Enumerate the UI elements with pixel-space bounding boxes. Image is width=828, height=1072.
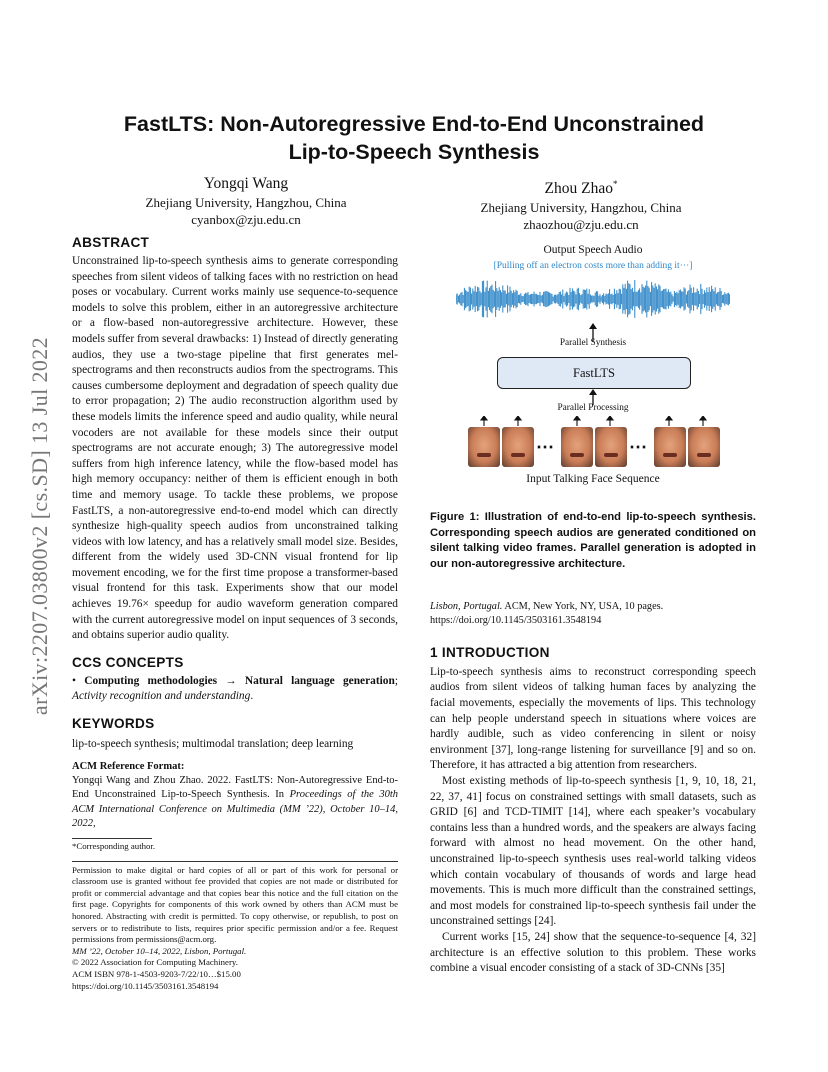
face-frame	[688, 427, 720, 467]
footnote: *Corresponding author.	[72, 841, 156, 852]
acm-ref-italic: Proceedings of the 30th ACM International Conference on Multimedia (MM ’22), October 10–14, 2022,	[72, 789, 398, 829]
face-frame	[561, 427, 593, 467]
face-frame	[654, 427, 686, 467]
abstract-heading: ABSTRACT	[72, 235, 150, 250]
acm-ref-plain: Yongqi Wang and Zhou Zhao. 2022. FastLTS: Non-Autoregressive End-to-End Unconstrained Lip-to-Speech Synthesis. In	[72, 775, 398, 801]
author-email[interactable]: zhaozhou@zju.edu.cn	[523, 217, 639, 233]
input-sequence-label: Input Talking Face Sequence	[526, 473, 660, 485]
ellipsis: ⋯	[536, 437, 554, 457]
permission-rule	[72, 861, 398, 862]
left-column	[72, 234, 398, 992]
right-column	[430, 600, 756, 977]
intro-heading: 1 INTRODUCTION	[430, 644, 550, 660]
ccs-separator: ;	[394, 674, 398, 687]
figure-1	[430, 244, 756, 492]
parallel-processing-label: Parallel Processing	[557, 403, 629, 413]
ref-continuation-text: ACM, New York, NY, USA, 10 pages. https://doi.org/10.1145/3503161.3548194	[430, 601, 664, 627]
figure-output-label: Output Speech Audio	[543, 244, 643, 256]
acm-ref-heading: ACM Reference Format:	[72, 760, 185, 772]
ccs-primary: Computing methodologies → Natural language generation	[84, 674, 395, 687]
permission-block	[72, 865, 398, 993]
intro-paragraph-3: Current works [15, 24] show that the sequence-to-sequence [4, 32] architecture is an effective solution to this problem. These works combine a visual encoder consisting of a stack of 3D-CNNs [35]	[430, 930, 756, 975]
face-frame	[502, 427, 534, 467]
figure-transcript: [Pulling off an electron costs more than adding it⋯]	[493, 261, 693, 271]
permission-isbn: ACM ISBN 978-1-4503-9203-7/22/10…$15.00	[72, 968, 241, 979]
fastlts-box: FastLTS	[497, 357, 691, 389]
paper-title	[72, 110, 756, 166]
ccs-heading: CCS CONCEPTS	[72, 654, 184, 670]
author-email[interactable]: cyanbox@zju.edu.cn	[191, 212, 301, 227]
keywords-text: lip-to-speech synthesis; multimodal translation; deep learning	[72, 738, 354, 751]
author-affiliation: Zhejiang University, Hangzhou, China	[480, 200, 682, 216]
acm-ref-continuation	[430, 600, 756, 629]
keywords-heading: KEYWORDS	[72, 716, 155, 732]
ref-continuation-italic: Lisbon, Portugal.	[430, 601, 503, 612]
face-frame	[468, 427, 500, 467]
permission-doi[interactable]: https://doi.org/10.1145/3503161.3548194	[72, 980, 219, 991]
author-1	[96, 174, 396, 228]
ccs-concepts	[72, 674, 398, 705]
frame-arrows	[479, 416, 709, 426]
arxiv-stamp	[28, 296, 52, 756]
face-frame	[595, 427, 627, 467]
intro-paragraph-1: Lip-to-speech synthesis aims to reconstruct corresponding speech audios from silent videos of talking human faces by analyzing the facial movements, especially the movements of lips. This technology can help people understand speech in situations where voices are hardly audible, such as video conferencing in silent or noisy environment [37], long-range listening for surveillance [9] and so on. Therefore, it has attracted a big attention from researchers.	[430, 665, 756, 772]
footnote-rule	[72, 838, 152, 839]
abstract-text: Unconstrained lip-to-speech synthesis aims to generate corresponding speeches from silent videos of talking faces with no restriction on head poses or vocabulary. Current works mainly use sequence-to-sequence models to solve this problem, either in an autoregressive architecture or a flow-based non-autoregressive architecture. However, these models suffer from several drawbacks: 1) Instead of directly generating audios, they use a two-stage pipeline that first generates mel-spectrograms and then reconstructs audios from the spectrograms. This causes cumbersome deployment and degradation of speech quality due to error propagation; 2) The audio reconstruction algorithm used by these models limits the inference speed and audio quality, while neural vocoders are not available for these models since their output spectrograms are not accurate enough; 3) The autoregressive model suffers from high inference latency, while the flow-based model has high memory occupancy: neither of them is efficient enough in both time and memory usage. To tackle these problems, we propose FastLTS, a non-autoregressive end-to-end model which can directly synthesize high-quality speech audios from unconstrained talking videos with low latency, and has a relatively small model size. Besides, different from the widely used 3D-CNN visual frontend for lip movement encoding, we for the first time propose a transformer-based visual frontend for this task. Experiments show that our model achieves 19.76× speedup for audio waveform generation compared with the current autoregressive model on input sequences of 3 seconds, and obtains superior audio quality.	[72, 255, 398, 642]
author-name: Zhou Zhao	[544, 180, 613, 198]
permission-venue: MM ’22, October 10–14, 2022, Lisbon, Portugal.	[72, 945, 247, 956]
permission-copyright: © 2022 Association for Computing Machinery.	[72, 957, 238, 968]
parallel-synthesis-label: Parallel Synthesis	[559, 338, 627, 348]
author-affiliation: Zhejiang University, Hangzhou, China	[145, 195, 347, 210]
ccs-secondary: Activity recognition and understanding	[72, 690, 251, 703]
permission-text: Permission to make digital or hard copies of all or part of this work for personal or classroom use is granted without fee provided that copies are not made or distributed for profit or commercial advantage and that copies bear this notice and the full citation on the first page. Copyrights for components of this work owned by others than ACM must be honored. Abstracting with credit is permitted. To copy otherwise, or republish, to post on servers or to redistribute to lists, requires prior specific permission and/or a fee. Request permissions from permissions@acm.org.	[72, 864, 398, 945]
title-line-2: Lip-to-Speech Synthesis	[288, 140, 540, 164]
corresponding-mark: *	[612, 179, 618, 189]
acm-ref-text	[72, 774, 398, 831]
ccs-bullet: •	[72, 674, 76, 687]
ccs-end: .	[250, 690, 254, 703]
speech-waveform	[456, 277, 730, 321]
intro-paragraph-2: Most existing methods of lip-to-speech synthesis [1, 9, 10, 18, 21, 22, 37, 41] focus on constrained settings with small datasets, such as GRID [6] and TCD-TIMIT [14], where each speaker’s vocabulary contains less than a hundred words, and the speakers are always facing forward with almost no head movement. On the other hand, unconstrained lip-to-speech synthesis uses real-world talking videos which contain vocabulary of thousands of words and large head movements. This is much more difficult than the constrained settings, and most models for constrained lip-to-speech synthesis fail under the unconstrained settings [24].	[430, 774, 756, 928]
title-line-1: FastLTS: Non-Autoregressive End-to-End Unconstrained	[123, 112, 705, 136]
author-name: Yongqi Wang	[203, 175, 289, 192]
face-sequence	[468, 427, 718, 467]
author-2	[431, 174, 731, 233]
figure-caption: Figure 1: Illustration of end-to-end lip-to-speech synthesis. Corresponding speech audios are generated conditioned on silent talking video frames. Parallel generation is adopted in our non-autoregressive architecture.	[430, 511, 756, 571]
arxiv-id: arXiv:2207.03800v2 [cs.SD] 13 Jul 2022	[27, 336, 52, 716]
ellipsis: ⋯	[629, 437, 647, 457]
